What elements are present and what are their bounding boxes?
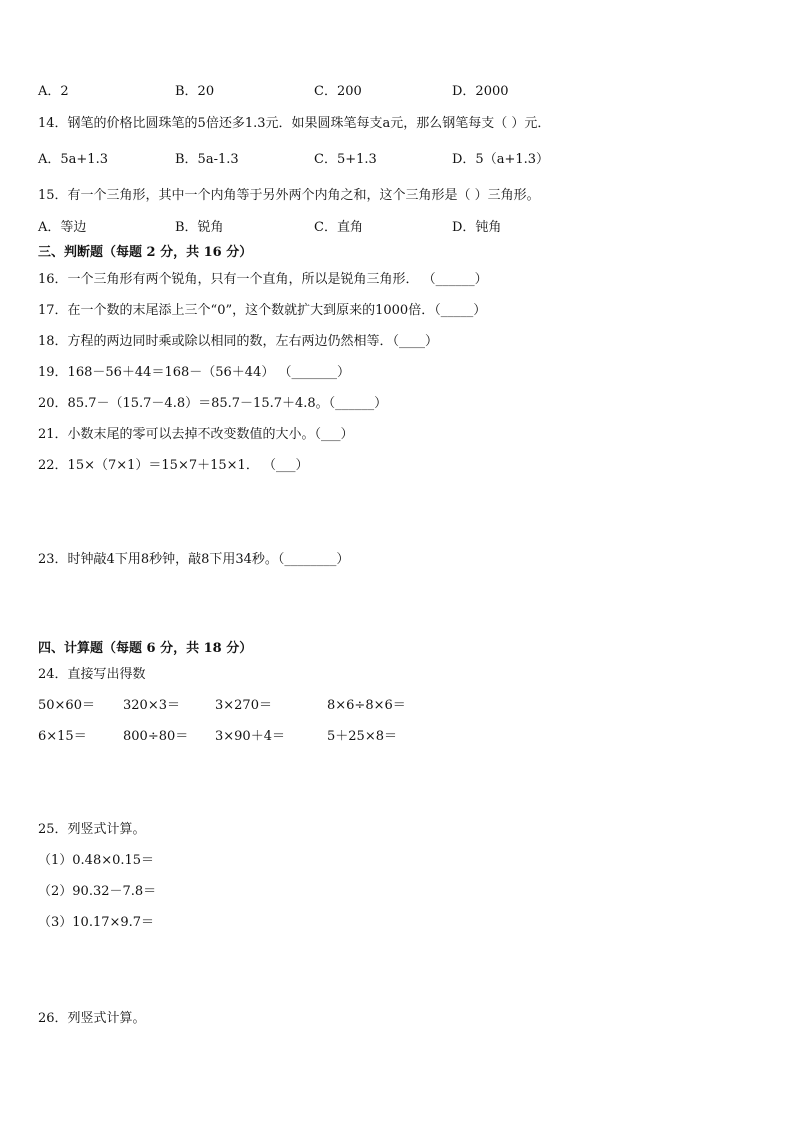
q24-expr: 5＋25×8＝ [327, 729, 397, 744]
q19-text: 19．168－56＋44＝168－（56＋44） （_______） [38, 365, 350, 380]
q24-expr: 8×6÷8×6＝ [327, 698, 406, 713]
q25-item-1: （1）0.48×0.15＝ [38, 853, 155, 868]
q14-option-a[interactable]: A．5a+1.3 [38, 152, 108, 167]
q13-option-d[interactable]: D．2000 [452, 84, 509, 99]
q13-option-c[interactable]: C．200 [314, 84, 362, 99]
q15-option-c[interactable]: C．直角 [314, 220, 363, 235]
q22-text: 22．15×（7×1）＝15×7＋15×1． （___） [38, 458, 309, 473]
q24-expr: 3×270＝ [215, 698, 272, 713]
q25-item-3: （3）10.17×9.7＝ [38, 915, 155, 930]
section3-heading: 三、判断题（每题 2 分，共 16 分） [38, 245, 253, 260]
q13-option-b[interactable]: B．20 [175, 84, 215, 99]
q24-expr: 6×15＝ [38, 729, 87, 744]
q25-item-2: （2）90.32－7.8＝ [38, 884, 157, 899]
q24-expr: 800÷80＝ [123, 729, 189, 744]
q15-option-d[interactable]: D．钝角 [452, 220, 502, 235]
q26-title: 26．列竖式计算。 [38, 1011, 146, 1026]
q16-text: 16．一个三角形有两个锐角，只有一个直角，所以是锐角三角形． （______） [38, 272, 488, 287]
q13-option-a[interactable]: A．2 [38, 84, 69, 99]
q25-title: 25．列竖式计算。 [38, 822, 146, 837]
q15-option-a[interactable]: A．等边 [38, 220, 87, 235]
q24-expr: 320×3＝ [123, 698, 180, 713]
q20-text: 20．85.7－（15.7－4.8）＝85.7－15.7＋4.8。（______） [38, 396, 388, 411]
q14-option-b[interactable]: B．5a-1.3 [175, 152, 239, 167]
q24-expr: 50×60＝ [38, 698, 95, 713]
q23-text: 23．时钟敲4下用8秒钟，敲8下用34秒。（________） [38, 552, 350, 567]
q14-text: 14．钢笔的价格比圆珠笔的5倍还多1.3元．如果圆珠笔每支a元，那么钢笔每支（ ）元． [38, 116, 551, 131]
q24-title: 24．直接写出得数 [38, 667, 146, 682]
q17-text: 17．在一个数的末尾添上三个“0”，这个数就扩大到原来的1000倍．（_____） [38, 303, 487, 318]
q14-option-d[interactable]: D．5（a+1.3） [452, 152, 550, 167]
q18-text: 18．方程的两边同时乘或除以相同的数，左右两边仍然相等．（____） [38, 334, 439, 349]
section4-heading: 四、计算题（每题 6 分，共 18 分） [38, 641, 253, 656]
q15-text: 15．有一个三角形，其中一个内角等于另外两个内角之和，这个三角形是（ ）三角形。 [38, 188, 540, 203]
q15-option-b[interactable]: B．锐角 [175, 220, 224, 235]
q24-expr: 3×90＋4＝ [215, 729, 285, 744]
q21-text: 21．小数末尾的零可以去掉不改变数值的大小。（___） [38, 427, 354, 442]
q14-option-c[interactable]: C．5+1.3 [314, 152, 377, 167]
